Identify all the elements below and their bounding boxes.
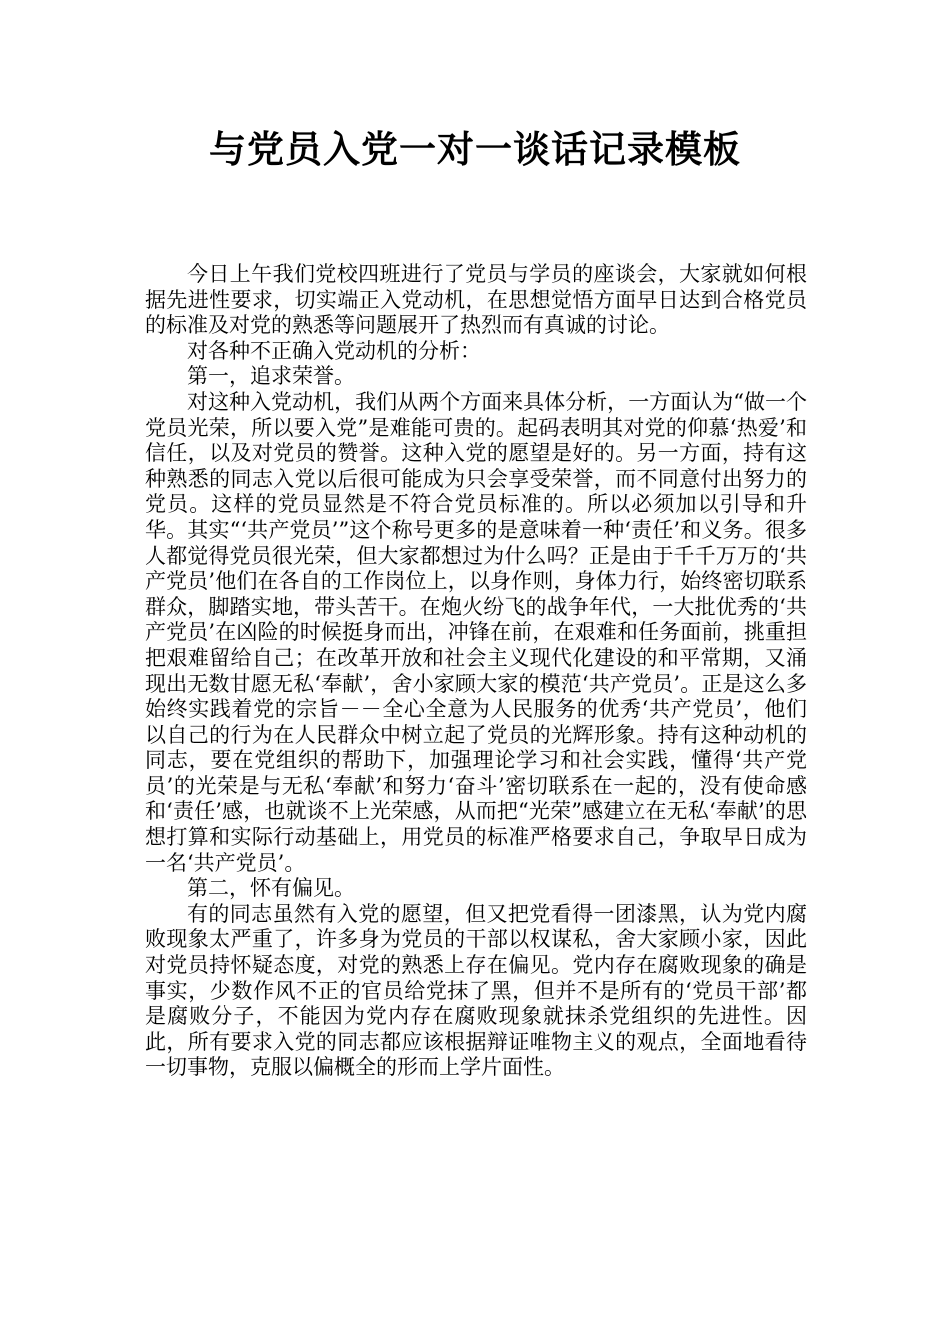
document-body: [145, 262, 807, 1081]
paragraph-analysis-heading: 对各种不正确入党动机的分析：: [187, 338, 481, 363]
paragraph-section-one-heading: 第一，追求荣誉。: [187, 364, 355, 389]
paragraph-section-one-body: 对这种入党动机，我们从两个方面来具体分析，一方面认为“做一个党员光荣，所以要入党”是难能可贵的。起码表明其对党的仰慕‘热爱’和信任，以及对党员的赞誉。这种入党的愿望是好的。另一方面，持有这种熟悉的同志入党以后很可能成为只会享受荣誉，而不同意付出努力的党员。这样的党员显然是不符合党员标准的。所以必须加以引导和升华。其实“‘共产党员’”这个称号更多的是意味着一种‘责任’和义务。很多人都觉得党员很光荣，但大家都想过为什么吗？正是由于千千万万的‘共产党员’他们在各自的工作岗位上，以身作则，身体力行，始终密切联系群众，脚踏实地，带头苦干。在炮火纷飞的战争年代，一大批优秀的‘共产党员’在凶险的时候挺身而出，冲锋在前，在艰难和任务面前，挑重担把艰难留给自己；在改革开放和社会主义现代化建设的和平常期，又涌现出无数甘愿无私‘奉献’，舍小家顾大家的模范‘共产党员’。正是这么多始终实践着党的宗旨－－全心全意为人民服务的优秀‘共产党员’，他们以自己的行为在人民群众中树立起了党员的光辉形象。持有这种动机的同志，要在党组织的帮助下，加强理论学习和社会实践，懂得‘共产党员’的光荣是与无私‘奉献’和努力‘奋斗’密切联系在一起的，没有使命感和‘责任’感，也就谈不上光荣感，从而把“光荣”感建立在无私‘奉献’的思想打算和实际行动基础上，用党员的标准严格要求自己，争取早日成为一名‘共产党员’。: [145, 389, 807, 875]
paragraph-intro: 今日上午我们党校四班进行了党员与学员的座谈会，大家就如何根据先进性要求，切实端正入党动机，在思想觉悟方面早日达到合格党员的标准及对党的熟悉等问题展开了热烈而有真诚的讨论。: [145, 262, 807, 338]
document-title: 与党员入党一对一谈话记录模板: [209, 128, 741, 171]
paragraph-section-two-body: 有的同志虽然有入党的愿望，但又把党看得一团漆黑，认为党内腐败现象太严重了，许多身为党员的干部以权谋私，舍大家顾小家，因此对党员持怀疑态度，对党的熟悉上存在偏见。党内存在腐败现象的确是事实，少数作风不正的官员给党抹了黑，但并不是所有的‘党员干部’都是腐败分子，不能因为党内存在腐败现象就抹杀党组织的先进性。因此，所有要求入党的同志都应该根据辩证唯物主义的观点，全面地看待一切事物，克服以偏概全的形而上学片面性。: [145, 901, 807, 1080]
paragraph-section-two-heading: 第二，怀有偏见。: [187, 876, 355, 901]
